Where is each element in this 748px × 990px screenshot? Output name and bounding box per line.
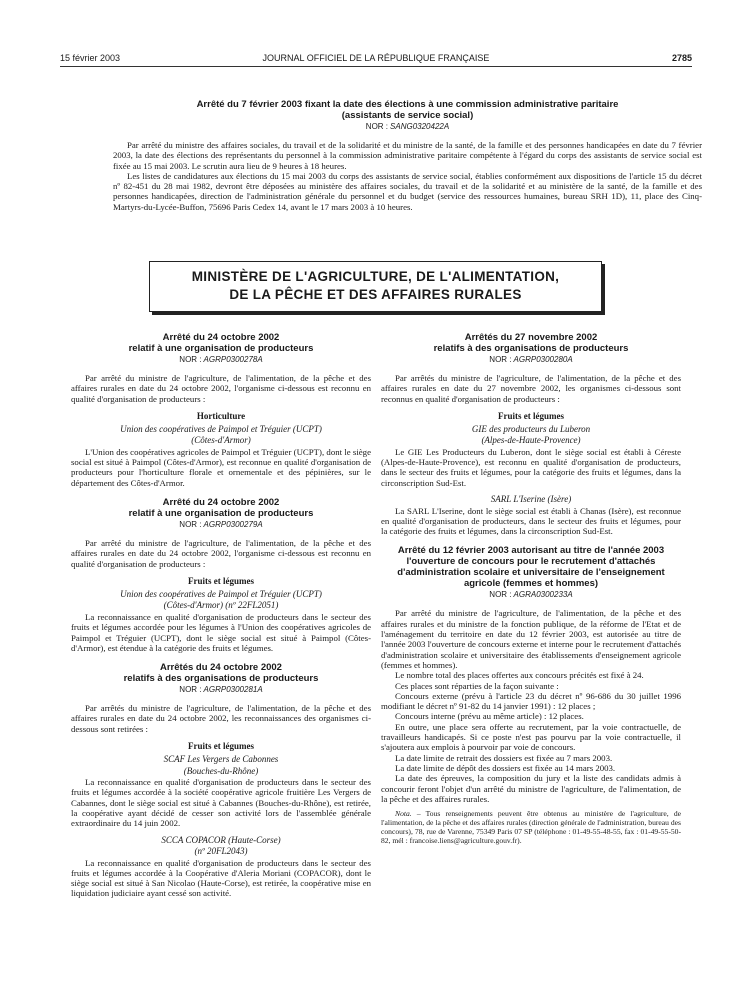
arrete-elections	[113, 99, 702, 212]
right-column	[381, 332, 681, 854]
arrete-title: Arrêté du 24 octobre 2002	[162, 497, 280, 509]
paragraph: Par arrêtés du ministre de l'agriculture, de l'alimentation, de la pêche et des affaires rurales en date du 27 novembre 2002, les organismes ci-dessous sont reconnus en qualité d'organisation de producteurs :	[381, 373, 681, 404]
ministry-banner	[149, 261, 602, 312]
paragraph: Par arrêté du ministre des affaires sociales, du travail et de la solidarité et du ministre de la santé, de la famille et des personnes handicapées en date du 7 février 2003, la date des élections des représentants du personnel à la commission administrative paritaire compétente à l'égard du corps des assistants de service social est fixée au 15 mai 2003. Le scrutin aura lieu de 9 heures à 18 heures.	[113, 140, 702, 171]
ministry-line-1: MINISTÈRE DE L'AGRICULTURE, DE L'ALIMENTATION,	[191, 269, 560, 284]
paragraph: Concours interne (prévu au même article) : 12 places.	[395, 711, 584, 722]
arrete-subtitle: relatif à une organisation de producteurs	[128, 343, 314, 354]
paragraph: Par arrêté du ministre de l'agriculture, de l'alimentation, de la pêche et des affaires rurales et du ministre de la fonction publique, de la réforme de l'Etat et de l'aménagement du territoire en date du 12 février 2003, est autorisée au titre de l'année 2003 l'ouverture de concours externe et interne pour le recrutement d'attachés d'administration scolaire et universitaire des établissements d'enseignement agricole (femmes et hommes).	[381, 608, 681, 670]
paragraph: Ces places sont réparties de la façon suivante :	[395, 680, 559, 691]
left-column	[71, 332, 371, 908]
organisation-region: (Alpes-de-Haute-Provence)	[481, 435, 581, 446]
arrete-title: Arrêté du 12 février 2003 autorisant au titre de l'année 2003 l'ouverture de concours pour le recrutement d'attachés d'administration scolaire et universitaire de l'enseignement agricole (femmes et hommes)	[397, 545, 665, 590]
section-heading: Fruits et légumes	[498, 410, 564, 421]
organisation-name: Union des coopératives de Paimpol et Tréguier (UCPT)	[120, 588, 322, 599]
paragraph: L'Union des coopératives agricoles de Paimpol et Tréguier (UCPT), dont le siège social est situé à Paimpol (Côtes-d'Armor), est reconnue en qualité d'organisation de producteurs pour l'horticulture florale et ornementale et des pépinières, sur le département des Côtes-d'Armor.	[71, 446, 371, 488]
nor-reference: NOR : SANG0320422A	[365, 122, 450, 131]
section-heading: Fruits et légumes	[188, 741, 254, 752]
page-header	[60, 53, 692, 65]
arrete-title: Arrêtés du 24 octobre 2002	[160, 662, 282, 674]
organisation-region: (Côtes-d'Armor) (nº 22FL2051)	[163, 600, 279, 611]
organisation-name: Union des coopératives de Paimpol et Tréguier (UCPT)	[120, 423, 322, 434]
paragraph: Par arrêtés du ministre de l'agriculture, de l'alimentation, de la pêche et des affaires rurales en date du 24 octobre 2002, les reconnaissances des organismes ci-dessous sont retirées :	[71, 703, 371, 734]
arrete-title: Arrêté du 7 février 2003 fixant la date des élections à une commission administrative paritaire	[196, 99, 619, 110]
organisation-number: (nº 20FL2043)	[194, 846, 248, 857]
arrete-retraits	[71, 662, 371, 899]
paragraph: Par arrêté du ministre de l'agriculture, de l'alimentation, de la pêche et des affaires rurales en date du 24 octobre 2002, l'organisme ci-dessous est reconnu en qualité d'organisation de producteurs :	[71, 538, 371, 569]
nor-reference: NOR : AGRA0300233A	[489, 590, 573, 600]
arrete-title: Arrêté du 24 octobre 2002	[162, 332, 280, 343]
paragraph: La date limite de retrait des dossiers est fixée au 7 mars 2003.	[395, 752, 613, 763]
arrete-title: Arrêtés du 27 novembre 2002	[464, 332, 598, 343]
paragraph: La date des épreuves, la composition du jury et la liste des candidats admis à concourir feront l'objet d'un arrêté du ministre de l'agriculture, de l'alimentation, de la pêche et des affaires rurales.	[381, 773, 681, 804]
header-rule	[60, 66, 692, 67]
nota-text: – Tous renseignements peuvent être obtenus au ministère de l'agriculture, de l'alimentation, de la pêche et des affaires rurales (direction générale de l'administration, bureau des concours), 78, rue de Varenne, 75349 Paris 07 SP (téléphone : 01-49-55-48-55, fax : 01-49-55-50-82, mél : francoise.liens@agriculture.gouv.fr).	[381, 809, 681, 846]
arrete-subtitle: (assistants de service social)	[341, 110, 474, 121]
paragraph: Concours externe (prévu à l'article 23 du décret nº 96-686 du 30 juillet 1996 modifiant le décret nº 91-82 du 14 janvier 1991) : 12 places ;	[381, 690, 681, 712]
organisation-name: SCCA COPACOR (Haute-Corse)	[161, 834, 281, 845]
organisation-region: (Bouches-du-Rhône)	[183, 765, 259, 776]
paragraph: La reconnaissance en qualité d'organisation de producteurs dans le secteur des fruits et légumes accordée à la société coopérative agricole fruitière Les Vergers de Cabannes, dont le siège social est situé à Cabannes (Bouches-du-Rhône), est retirée, la coopérative ayant décidé de cesser son activité lors de l'assemblée générale extraordinaire du 14 juin 2002.	[71, 777, 371, 829]
nor-reference: NOR : AGRP0300278A	[179, 355, 263, 364]
arrete-horticulture	[71, 332, 371, 488]
arrete-subtitle: relatifs à des organisations de producteurs	[123, 673, 319, 685]
paragraph: Les listes de candidatures aux élections du 15 mai 2003 du corps des assistants de service social, établies conformément aux dispositions de l'article 15 du décret nº 82-451 du 28 mai 1982, devront être déposées au ministère des affaires sociales, du travail et de la solidarité et au ministère de la santé, de la famille et des personnes handicapées, direction de l'administration générale du personnel et du budget (service des ressources humaines, bureau SRH 1D), 11, place des Cinq-Martyrs-du-Lycée-Buffon, 75696 Paris Cedex 14, avant le 17 mars 2003 à 10 heures.	[113, 170, 702, 212]
nor-reference: NOR : AGRP0300280A	[489, 355, 573, 364]
page-number: 2785	[671, 53, 692, 63]
paragraph: La reconnaissance en qualité d'organisation de producteurs dans le secteur des fruits et légumes accordée à la Coopérative d'Aleria Moriani (COPACOR), dont le siège social est situé à San Nicolao (Haute-Corse), est retirée, la coopérative mise en liquidation judiciaire ayant cessé son activité.	[71, 857, 371, 899]
arrete-fruits-legumes-ucpt	[71, 497, 371, 653]
paragraph: En outre, une place sera offerte au recrutement, par la voie contractuelle, de travailleurs handicapés. Si ce poste n'est pas pourvu par la voie contractuelle, il s'ajoutera aux emplois à pourvoir par voie de concours.	[381, 721, 681, 753]
paragraph: La date limite de dépôt des dossiers est fixée au 14 mars 2003.	[395, 762, 616, 773]
paragraph: La reconnaissance en qualité d'organisation de producteurs dans le secteur des fruits et légumes accordée pour les légumes à l'Union des coopératives agricoles de Paimpol et Tréguier (UCPT), dont le siège social est situé à Paimpol (Côtes-d'Armor), est étendue à la catégorie des fruits et légumes.	[71, 611, 371, 653]
arrete-concours	[381, 545, 681, 845]
nor-reference: NOR : AGRP0300281A	[179, 685, 263, 695]
arrete-subtitle: relatif à une organisation de producteurs	[128, 508, 314, 520]
paragraph: Le nombre total des places offertes aux concours précités est fixé à 24.	[395, 670, 644, 681]
section-heading: Horticulture	[196, 410, 246, 421]
arrete-luberon-iserine	[381, 332, 681, 536]
nor-reference: NOR : AGRP0300279A	[179, 520, 263, 530]
organisation-region: (Côtes-d'Armor)	[191, 435, 251, 446]
section-heading: Fruits et légumes	[188, 575, 254, 586]
ministry-line-2: DE LA PÊCHE ET DES AFFAIRES RURALES	[229, 287, 522, 302]
nota-note	[381, 809, 681, 845]
header-date: 15 février 2003	[60, 53, 121, 63]
organisation-name: SCAF Les Vergers de Cabonnes	[163, 754, 279, 765]
paragraph: Par arrêté du ministre de l'agriculture, de l'alimentation, de la pêche et des affaires rurales en date du 24 octobre 2002, l'organisme ci-dessous est reconnu en qualité d'organisation de producteurs :	[71, 373, 371, 404]
journal-title: JOURNAL OFFICIEL DE LA RÉPUBLIQUE FRANÇAISE	[262, 53, 490, 63]
arrete-subtitle: relatifs à des organisations de producteurs	[433, 343, 629, 354]
organisation-name: GIE des producteurs du Luberon	[471, 423, 591, 434]
organisation-name: SARL L'Iserine (Isère)	[490, 494, 572, 505]
paragraph: La SARL L'Iserine, dont le siège social est établi à Chanas (Isère), est reconnue en qualité d'organisation de producteurs, dans le secteur des fruits et légumes, pour la catégorie des fruits et légumes, dans la circonscription Sud-Est.	[381, 505, 681, 537]
nota-label: Nota.	[395, 809, 412, 819]
paragraph: Le GIE Les Producteurs du Luberon, dont le siège social est établi à Céreste (Alpes-de-Haute-Provence), est reconnu en qualité d'organisation de producteurs, dans le secteur des fruits et légumes, pour la catégorie des fruits et légumes, dans la circonscription Sud-Est.	[381, 446, 681, 488]
